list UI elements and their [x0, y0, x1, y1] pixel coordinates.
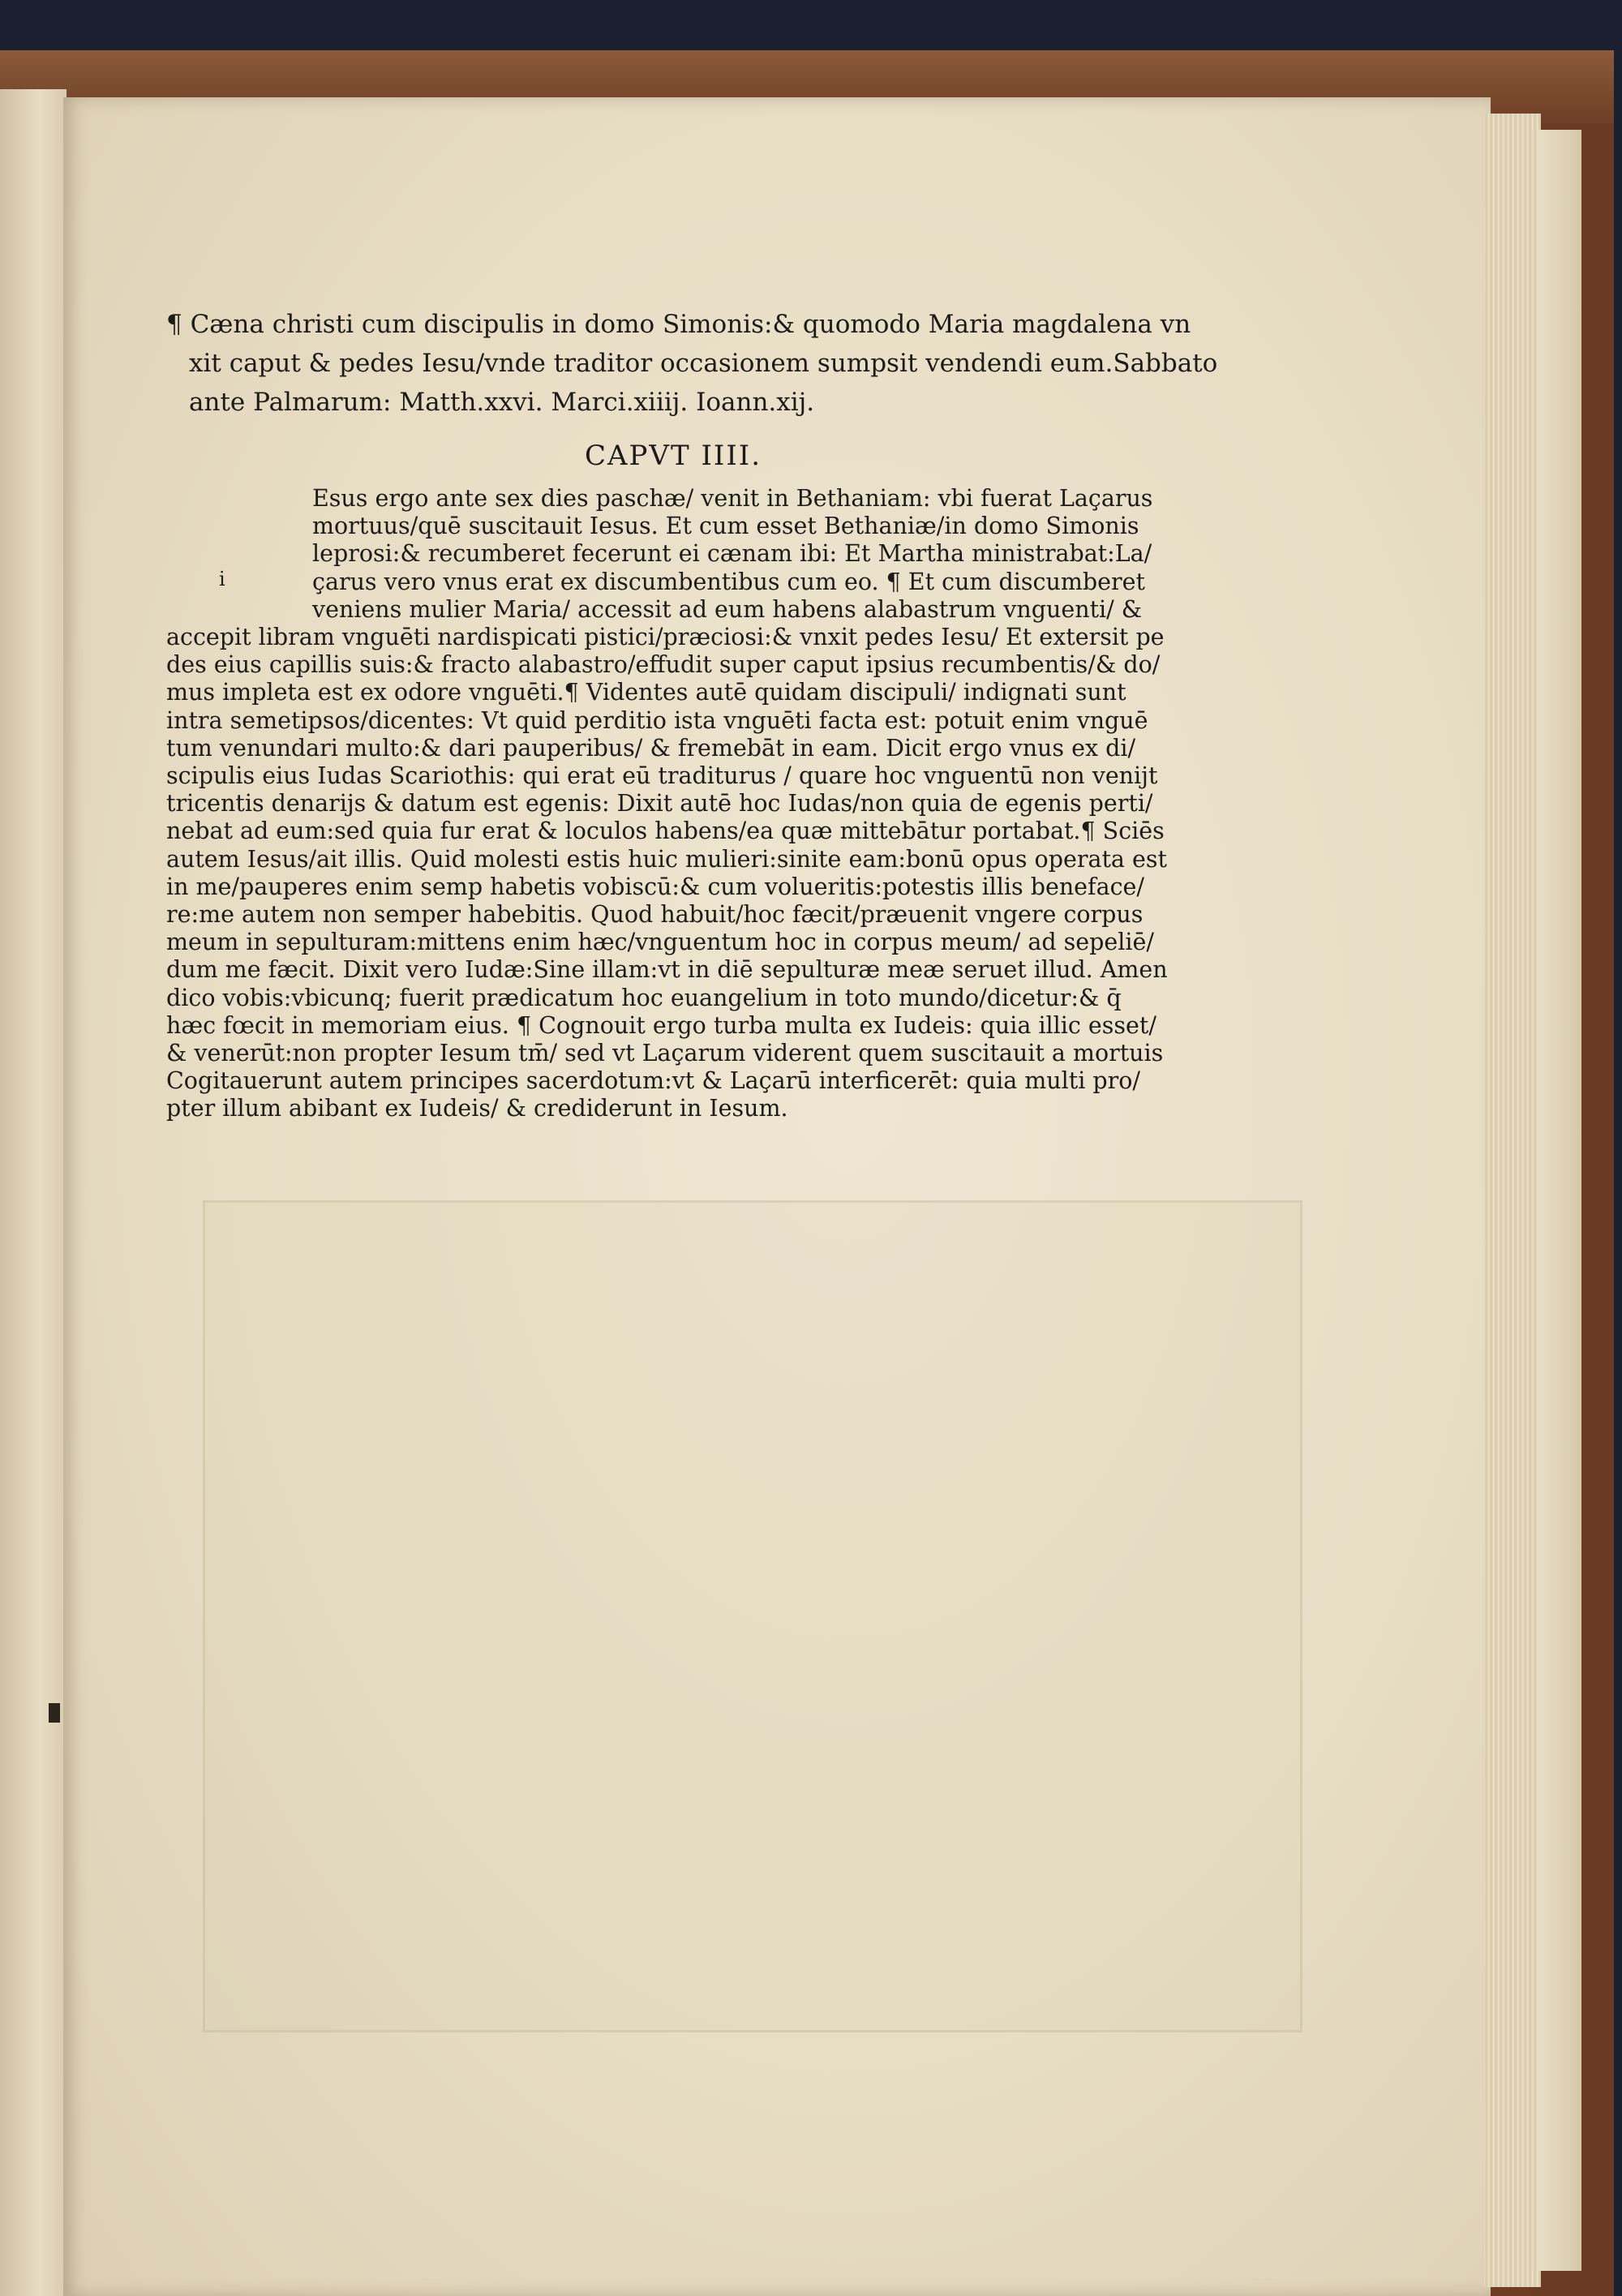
text-line: dum me fæcit. Dixit vero Iudæ:Sine illam:vt in diē sepulturæ meæ seruet illud. Amen: [166, 956, 1168, 984]
text-line: scipulis eius Iudas Scariothis: qui erat eū traditurus / quare hoc vnguentū non venijt: [166, 762, 1158, 790]
text-line: mus impleta est ex odore vnguēti.¶ Videntes autē quidam discipuli/ indignati sunt: [166, 679, 1126, 706]
show-through-woodcut: [203, 1200, 1302, 2032]
text-line: hæc fœcit in memoriam eius. ¶ Cognouit ergo turba multa ex Iudeis: quia illic esset/: [166, 1011, 1156, 1039]
text-line: & venerūt:non propter Iesum tm̄/ sed vt Laçarum viderent quem suscitauit a mortuis: [166, 1040, 1164, 1067]
chapter-summary: [166, 305, 1218, 422]
marginal-note: i: [219, 568, 225, 590]
text-line: leprosi:& recumberet fecerunt ei cænam ibi: Et Martha ministrabat:La/: [312, 540, 1152, 568]
page-fore-edge: [1484, 114, 1541, 2287]
text-line: çarus vero vnus erat ex discumbentibus cum eo. ¶ Et cum discumberet: [312, 568, 1145, 595]
text-line: autem Iesus/ait illis. Quid molesti estis huic mulieri:sinite eam:bonū opus operata est: [166, 845, 1167, 873]
page-tear-mark: [49, 1703, 60, 1723]
text-line: accepit libram vnguēti nardispicati pistici/præciosi:& vnxit pedes Iesu/ Et extersit pe: [166, 624, 1165, 651]
summary-line: ¶ Cæna christi cum discipulis in domo Simonis:& quomodo Maria magdalena vn: [166, 310, 1191, 339]
text-line: Cogitauerunt autem principes sacerdotum:vt & Laçarū interficerēt: quia multi pro/: [166, 1067, 1141, 1095]
text-line: mortuus/quē suscitauit Iesus. Et cum esset Bethaniæ/in domo Simonis: [312, 513, 1139, 540]
text-line: dico vobis:vbicunq; fuerit prædicatum hoc euangelium in toto mundo/dicetur:& q̄: [166, 984, 1122, 1011]
back-cover-edge: [1537, 130, 1581, 2271]
text-line: tum venundari multo:& dari pauperibus/ & fremebāt in eam. Dicit ergo vnus ex di/: [166, 734, 1136, 762]
summary-line: xit caput & pedes Iesu/vnde traditor occasionem sumpsit vendendi eum.Sabbato: [189, 349, 1218, 378]
text-line: meum in sepulturam:mittens enim hæc/vnguentum hoc in corpus meum/ ad sepeliē/: [166, 929, 1154, 956]
text-line: nebat ad eum:sed quia fur erat & loculos habens/ea quæ mittebātur portabat.¶ Sciēs: [166, 818, 1165, 845]
summary-line: ante Palmarum: Matth.xxvi. Marci.xiiij. Ioann.xij.: [189, 388, 815, 417]
text-line: in me/pauperes enim semp habetis vobiscū:& cum volueritis:potestis illis beneface/: [166, 873, 1145, 900]
text-line: Esus ergo ante sex dies paschæ/ venit in Bethaniam: vbi fuerat Laçarus: [312, 485, 1153, 512]
text-line: re:me autem non semper habebitis. Quod habuit/hoc fæcit/præuenit vngere corpus: [166, 901, 1144, 929]
chapter-title: CAPVT IIII.: [584, 440, 762, 472]
page-text: [166, 305, 1218, 1123]
text-line: des eius capillis suis:& fracto alabastro/effudit super caput ipsius recumbentis/& do/: [166, 651, 1161, 679]
text-line: tricentis denarijs & datum est egenis: Dixit autē hoc Iudas/non quia de egenis perti/: [166, 790, 1153, 818]
body-text: [166, 485, 1168, 1123]
text-line: pter illum abibant ex Iudeis/ & crediderunt in Iesum.: [166, 1095, 788, 1122]
facing-page-edge: [0, 89, 67, 2296]
text-line: intra semetipsos/dicentes: Vt quid perditio ista vnguēti facta est: potuit enim vnguē: [166, 706, 1148, 734]
text-line: veniens mulier Maria/ accessit ad eum habens alabastrum vnguenti/ &: [312, 595, 1143, 623]
